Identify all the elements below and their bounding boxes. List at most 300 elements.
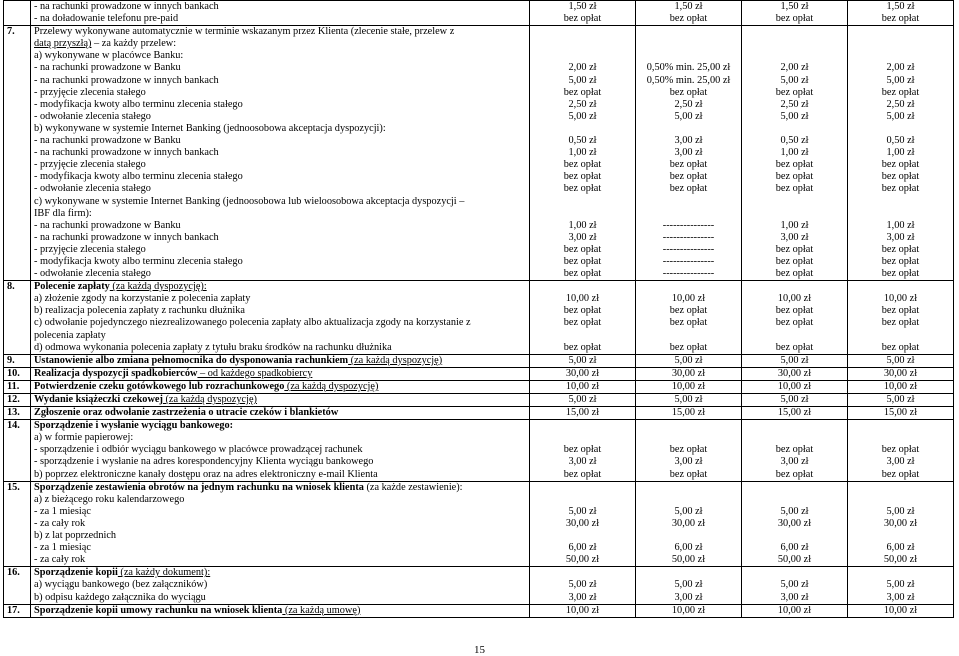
description-line xyxy=(34,26,526,38)
fee-value-column-1 xyxy=(530,380,636,393)
description-text: Sporządzenie i wysłanie wyciągu bankowego: xyxy=(34,420,234,432)
fee-value-column-4 xyxy=(848,367,954,380)
description-line xyxy=(34,368,526,380)
description-text: - na doładowanie telefonu pre-paid xyxy=(34,13,179,25)
fee-amount: 5,00 zł xyxy=(886,74,915,86)
fee-amount xyxy=(639,38,738,50)
fee-amount: bez opłat xyxy=(563,243,602,255)
description-text: - za cały rok xyxy=(34,554,86,566)
fee-row xyxy=(4,407,954,420)
fee-amount: bez opłat xyxy=(881,86,920,98)
fee-amount: 5,00 zł xyxy=(568,354,597,366)
fee-value-column-4 xyxy=(848,281,954,355)
fee-amount: 5,00 zł xyxy=(674,354,703,366)
fee-amount: bez opłat xyxy=(563,341,602,353)
fee-amount xyxy=(851,420,950,432)
description-text: Polecenie zapłaty xyxy=(34,281,110,293)
fee-value-column-4 xyxy=(848,420,954,481)
fee-value-column-3 xyxy=(742,281,848,355)
fee-amount xyxy=(745,281,844,293)
fee-amount xyxy=(533,196,632,208)
description-text: a) w formie papierowej: xyxy=(34,432,134,444)
fee-value-column-2 xyxy=(636,281,742,355)
fee-amount xyxy=(745,123,844,135)
fee-amount xyxy=(639,26,738,38)
fee-amount: bez opłat xyxy=(881,171,920,183)
description-line xyxy=(34,159,526,171)
description-text: c) odwołanie pojedynczego niezrealizowanego polecenia zapłaty albo aktualizacja zgody na korzystanie z xyxy=(34,317,471,329)
description-line xyxy=(34,518,526,530)
description-line xyxy=(34,13,526,25)
description-text: (za każdą dyspozycję) xyxy=(348,354,443,366)
fee-amount: --------------- xyxy=(662,255,715,267)
fee-amount: bez opłat xyxy=(775,444,814,456)
fee-amount: 5,00 zł xyxy=(674,579,703,591)
fee-amount xyxy=(851,50,950,62)
fee-amount: bez opłat xyxy=(669,171,708,183)
fee-amount xyxy=(533,208,632,220)
description-text: - za 1 miesiąc xyxy=(34,505,91,517)
fee-amount xyxy=(533,281,632,293)
fee-amount: 50,00 zł xyxy=(883,554,918,566)
fee-amount: 2,00 zł xyxy=(780,62,809,74)
fee-value-column-4 xyxy=(848,1,954,26)
description-text: b) z lat poprzednich xyxy=(34,530,117,542)
description-text: - odwołanie zlecenia stałego xyxy=(34,110,151,122)
fee-amount: 2,00 zł xyxy=(886,62,915,74)
fee-amount: 30,00 zł xyxy=(777,367,812,379)
fee-amount: bez opłat xyxy=(775,317,814,329)
description-line xyxy=(34,232,526,244)
fee-row xyxy=(4,604,954,617)
fee-amount: 2,00 zł xyxy=(568,62,597,74)
description-text: datą przyszłą) xyxy=(34,38,92,50)
row-number: 15. xyxy=(4,481,31,567)
fee-amount: 0,50% min. 25,00 zł xyxy=(646,74,731,86)
fee-amount: --------------- xyxy=(662,219,715,231)
fee-amount: bez opłat xyxy=(563,317,602,329)
description-text: b) poprzez elektroniczne kanały dostępu oraz na adres elektroniczny e-mail Klienta xyxy=(34,468,378,480)
description-text: - na rachunki prowadzone w innych bankach xyxy=(34,74,219,86)
fee-amount: bez opłat xyxy=(881,13,920,25)
description-text: Zgłoszenie oraz odwołanie zastrzeżenia o utracie czeków i blankietów xyxy=(34,407,339,419)
fee-amount xyxy=(745,196,844,208)
fee-amount: 0,50 zł xyxy=(886,135,915,147)
fee-amount xyxy=(851,494,950,506)
fee-value-column-2 xyxy=(636,604,742,617)
description-line xyxy=(34,244,526,256)
fee-value-column-3 xyxy=(742,567,848,604)
description-line xyxy=(34,605,526,617)
fee-amount xyxy=(639,494,738,506)
description-text: (za każdą dyspozycję) xyxy=(284,380,379,392)
fee-value-column-4 xyxy=(848,604,954,617)
description-line xyxy=(34,579,526,591)
fee-row xyxy=(4,1,954,26)
description-line xyxy=(34,87,526,99)
fee-amount xyxy=(745,482,844,494)
fee-value-column-3 xyxy=(742,354,848,367)
description-line xyxy=(34,592,526,604)
fee-amount xyxy=(639,432,738,444)
row-number: 7. xyxy=(4,26,31,281)
fee-amount: 6,00 zł xyxy=(674,542,703,554)
fee-amount xyxy=(533,420,632,432)
fee-amount: bez opłat xyxy=(775,468,814,480)
description-line xyxy=(34,420,526,432)
fee-amount: 3,00 zł xyxy=(780,231,809,243)
description-line xyxy=(34,268,526,280)
fee-amount: 15,00 zł xyxy=(565,407,600,419)
description-line xyxy=(34,317,526,329)
description-line xyxy=(34,482,526,494)
fee-amount xyxy=(639,530,738,542)
fee-amount xyxy=(851,567,950,579)
fee-amount: 10,00 zł xyxy=(671,604,706,616)
description-line xyxy=(34,135,526,147)
description-line xyxy=(34,171,526,183)
fee-amount: 5,00 zł xyxy=(886,394,915,405)
description-text: a) złożenie zgody na korzystanie z polecenia zapłaty xyxy=(34,293,251,305)
fee-value-column-2 xyxy=(636,354,742,367)
description-line xyxy=(34,432,526,444)
description-text: (za każdą dyspozycję): xyxy=(109,281,207,293)
fee-amount xyxy=(745,494,844,506)
fee-amount: 1,50 zł xyxy=(674,1,703,12)
fee-row xyxy=(4,281,954,355)
fee-amount: 1,00 zł xyxy=(568,147,597,159)
description-text: (za każdy dokument): xyxy=(117,567,211,579)
fee-amount: 10,00 zł xyxy=(777,604,812,616)
description-text: IBF dla firm): xyxy=(34,207,92,219)
description-line xyxy=(34,542,526,554)
fee-amount: 3,00 zł xyxy=(568,456,597,468)
fee-value-column-1 xyxy=(530,354,636,367)
description-line xyxy=(34,123,526,135)
description-text: Ustanowienie albo zmiana pełnomocnika do dysponowania rachunkiem xyxy=(34,354,349,366)
fee-amount xyxy=(639,50,738,62)
fee-description xyxy=(31,281,530,355)
fee-amount: bez opłat xyxy=(669,305,708,317)
fee-amount: 30,00 zł xyxy=(883,517,918,529)
fee-amount: bez opłat xyxy=(669,13,708,25)
fee-amount: 10,00 zł xyxy=(565,380,600,392)
description-line xyxy=(34,456,526,468)
fee-description xyxy=(31,354,530,367)
fee-amount: 2,50 zł xyxy=(780,98,809,110)
row-number: 8. xyxy=(4,281,31,355)
fee-description xyxy=(31,380,530,393)
fee-amount: 5,00 zł xyxy=(568,110,597,122)
fee-amount: 3,00 zł xyxy=(886,231,915,243)
fee-amount xyxy=(533,38,632,50)
fee-value-column-1 xyxy=(530,407,636,420)
fee-value-column-1 xyxy=(530,604,636,617)
fee-description xyxy=(31,604,530,617)
fee-amount: bez opłat xyxy=(881,305,920,317)
description-text: - na rachunki prowadzone w innych bankach xyxy=(34,147,219,159)
description-line xyxy=(34,208,526,220)
fee-amount: 3,00 zł xyxy=(674,147,703,159)
fee-value-column-1 xyxy=(530,567,636,604)
fee-value-column-2 xyxy=(636,394,742,407)
fee-amount: bez opłat xyxy=(563,305,602,317)
fee-amount: 5,00 zł xyxy=(780,110,809,122)
fee-amount xyxy=(851,330,950,342)
fee-amount: bez opłat xyxy=(775,255,814,267)
description-line xyxy=(34,407,526,419)
description-text: - przyjęcie zlecenia stałego xyxy=(34,159,146,171)
description-text: (za każdą umowę) xyxy=(282,604,361,616)
fee-amount xyxy=(851,482,950,494)
fee-amount xyxy=(851,432,950,444)
description-text: Wydanie książeczki czekowej xyxy=(34,394,163,405)
description-text: - sporządzenie i odbiór wyciągu bankowego w placówce prowadzącej rachunek xyxy=(34,444,363,456)
description-line xyxy=(34,494,526,506)
fee-amount xyxy=(533,330,632,342)
description-text: - za cały rok xyxy=(34,517,86,529)
fee-value-column-1 xyxy=(530,420,636,481)
fee-amount: 5,00 zł xyxy=(886,110,915,122)
description-text: - na rachunki prowadzone w Banku xyxy=(34,135,181,147)
fee-value-column-3 xyxy=(742,604,848,617)
description-line xyxy=(34,530,526,542)
fee-row xyxy=(4,394,954,407)
fee-description xyxy=(31,26,530,281)
fee-amount: 1,00 zł xyxy=(780,147,809,159)
description-line xyxy=(34,50,526,62)
fee-amount: 5,00 zł xyxy=(674,110,703,122)
fee-amount: 1,50 zł xyxy=(886,1,915,12)
fee-value-column-4 xyxy=(848,354,954,367)
fee-amount: bez opłat xyxy=(775,86,814,98)
description-text: Sporządzenie kopii umowy rachunku na wniosek klienta xyxy=(34,604,283,616)
description-text: d) odmowa wykonania polecenia zapłaty z tytułu braku środków na rachunku dłużnika xyxy=(34,341,392,353)
fee-value-column-4 xyxy=(848,26,954,281)
description-line xyxy=(34,281,526,293)
fee-amount: 5,00 zł xyxy=(886,354,915,366)
fee-value-column-4 xyxy=(848,481,954,567)
fee-amount xyxy=(533,123,632,135)
description-line xyxy=(34,99,526,111)
description-line xyxy=(34,62,526,74)
fee-amount: 30,00 zł xyxy=(883,367,918,379)
fee-description xyxy=(31,481,530,567)
description-text: - przyjęcie zlecenia stałego xyxy=(34,86,146,98)
fee-row xyxy=(4,567,954,604)
description-line xyxy=(34,256,526,268)
fee-amount: 10,00 zł xyxy=(883,293,918,305)
fee-amount: 50,00 zł xyxy=(565,554,600,566)
fee-amount xyxy=(533,494,632,506)
fee-value-column-2 xyxy=(636,420,742,481)
fee-description xyxy=(31,1,530,26)
fee-amount xyxy=(533,482,632,494)
fee-amount: bez opłat xyxy=(881,341,920,353)
fee-amount: 3,00 zł xyxy=(568,591,597,603)
fee-amount: bez opłat xyxy=(881,159,920,171)
fee-value-column-3 xyxy=(742,26,848,281)
fee-amount: 10,00 zł xyxy=(883,380,918,392)
fee-amount: 30,00 zł xyxy=(777,517,812,529)
description-line xyxy=(34,75,526,87)
fee-value-column-1 xyxy=(530,367,636,380)
row-number: 13. xyxy=(4,407,31,420)
description-text: polecenia zapłaty xyxy=(34,329,106,341)
fee-amount xyxy=(639,208,738,220)
fee-amount: bez opłat xyxy=(669,317,708,329)
description-text: - przyjęcie zlecenia stałego xyxy=(34,243,146,255)
description-line xyxy=(34,394,526,406)
fee-amount xyxy=(533,26,632,38)
fee-amount: 1,50 zł xyxy=(780,1,809,12)
description-text: b) odpisu każdego załącznika do wyciągu xyxy=(34,591,206,603)
description-text: Potwierdzenie czeku gotówkowego lub rozrachunkowego xyxy=(34,380,285,392)
fee-amount xyxy=(851,196,950,208)
fee-value-column-2 xyxy=(636,481,742,567)
fee-value-column-3 xyxy=(742,420,848,481)
fee-value-column-2 xyxy=(636,407,742,420)
fee-amount: 10,00 zł xyxy=(565,293,600,305)
fee-amount: 5,00 zł xyxy=(568,394,597,405)
description-line xyxy=(34,381,526,393)
fee-amount: bez opłat xyxy=(563,171,602,183)
fee-value-column-1 xyxy=(530,481,636,567)
fee-amount: 50,00 zł xyxy=(671,554,706,566)
row-number: 14. xyxy=(4,420,31,481)
fee-amount: bez opłat xyxy=(881,317,920,329)
description-text: - na rachunki prowadzone w innych bankach xyxy=(34,1,219,12)
fee-amount: 5,00 zł xyxy=(780,579,809,591)
fee-amount: 0,50 zł xyxy=(568,135,597,147)
fee-amount xyxy=(639,330,738,342)
fee-amount xyxy=(851,281,950,293)
fee-amount xyxy=(533,50,632,62)
description-text: a) wyciągu bankowego (bez załączników) xyxy=(34,579,208,591)
fee-row xyxy=(4,26,954,281)
fee-value-column-4 xyxy=(848,394,954,407)
fee-amount xyxy=(745,432,844,444)
fee-amount xyxy=(851,123,950,135)
fee-row xyxy=(4,354,954,367)
fee-amount: 3,00 zł xyxy=(780,456,809,468)
fee-amount: bez opłat xyxy=(669,468,708,480)
fee-amount xyxy=(851,530,950,542)
row-number: 12. xyxy=(4,394,31,407)
fee-description xyxy=(31,367,530,380)
fee-amount: 3,00 zł xyxy=(886,456,915,468)
description-line xyxy=(34,567,526,579)
description-text: Realizacja dyspozycji spadkobierców xyxy=(34,367,198,379)
fee-amount: 3,00 zł xyxy=(674,591,703,603)
fee-amount: bez opłat xyxy=(775,243,814,255)
fee-amount: 10,00 zł xyxy=(565,604,600,616)
fee-value-column-2 xyxy=(636,1,742,26)
fee-amount: bez opłat xyxy=(881,243,920,255)
fee-amount: 1,50 zł xyxy=(568,1,597,12)
row-number: 9. xyxy=(4,354,31,367)
fee-amount: 2,50 zł xyxy=(886,98,915,110)
fee-value-column-4 xyxy=(848,567,954,604)
description-text: - za 1 miesiąc xyxy=(34,542,91,554)
description-line xyxy=(34,147,526,159)
description-line xyxy=(34,305,526,317)
description-line xyxy=(34,220,526,232)
fee-amount: --------------- xyxy=(662,268,715,280)
fee-value-column-3 xyxy=(742,367,848,380)
fee-value-column-1 xyxy=(530,394,636,407)
fee-amount: --------------- xyxy=(662,231,715,243)
fee-value-column-3 xyxy=(742,481,848,567)
fee-amount: 5,00 zł xyxy=(780,394,809,405)
fee-amount: bez opłat xyxy=(669,159,708,171)
fee-amount: 6,00 zł xyxy=(780,542,809,554)
fee-amount: bez opłat xyxy=(775,305,814,317)
fee-amount: bez opłat xyxy=(775,341,814,353)
fee-amount: bez opłat xyxy=(563,86,602,98)
row-number: 10. xyxy=(4,367,31,380)
fee-amount xyxy=(639,196,738,208)
description-text: a) wykonywane w placówce Banku: xyxy=(34,50,184,62)
row-number: 11. xyxy=(4,380,31,393)
description-line xyxy=(34,111,526,123)
description-line xyxy=(34,469,526,481)
fee-amount: bez opłat xyxy=(881,268,920,280)
description-text: - na rachunki prowadzone w Banku xyxy=(34,219,181,231)
description-line xyxy=(34,554,526,566)
fee-amount: 3,00 zł xyxy=(674,135,703,147)
description-text: Sporządzenie zestawienia obrotów na jednym rachunku na wniosek klienta xyxy=(34,481,364,493)
row-number: 17. xyxy=(4,604,31,617)
fee-amount: bez opłat xyxy=(669,444,708,456)
description-text: - modyfikacja kwoty albo terminu zlecenia stałego xyxy=(34,98,243,110)
fee-amount xyxy=(851,208,950,220)
fee-amount: 0,50% min. 25,00 zł xyxy=(646,62,731,74)
fee-table xyxy=(3,0,954,618)
fee-amount: 1,00 zł xyxy=(780,219,809,231)
fee-value-column-2 xyxy=(636,26,742,281)
fee-amount: 6,00 zł xyxy=(886,542,915,554)
description-text: (za każde zestawienie): xyxy=(363,481,463,493)
description-line xyxy=(34,38,526,50)
description-text: b) realizacja polecenia zapłaty z rachunku dłużnika xyxy=(34,305,245,317)
fee-description xyxy=(31,420,530,481)
fee-amount: 5,00 zł xyxy=(568,74,597,86)
fee-value-column-3 xyxy=(742,1,848,26)
fee-amount: bez opłat xyxy=(881,183,920,195)
fee-value-column-2 xyxy=(636,567,742,604)
fee-amount: bez opłat xyxy=(563,468,602,480)
description-line xyxy=(34,506,526,518)
fee-value-column-1 xyxy=(530,26,636,281)
description-text: - na rachunki prowadzone w innych bankach xyxy=(34,231,219,243)
fee-row xyxy=(4,420,954,481)
description-text: - odwołanie zlecenia stałego xyxy=(34,183,151,195)
fee-amount xyxy=(745,567,844,579)
row-number: 16. xyxy=(4,567,31,604)
fee-amount: bez opłat xyxy=(775,13,814,25)
fee-amount: bez opłat xyxy=(563,159,602,171)
fee-value-column-2 xyxy=(636,380,742,393)
fee-amount: 6,00 zł xyxy=(568,542,597,554)
fee-amount: 15,00 zł xyxy=(777,407,812,419)
fee-amount xyxy=(639,123,738,135)
fee-amount: 10,00 zł xyxy=(883,604,918,616)
fee-amount: bez opłat xyxy=(563,444,602,456)
description-line xyxy=(34,196,526,208)
description-line xyxy=(34,355,526,367)
fee-amount xyxy=(745,38,844,50)
